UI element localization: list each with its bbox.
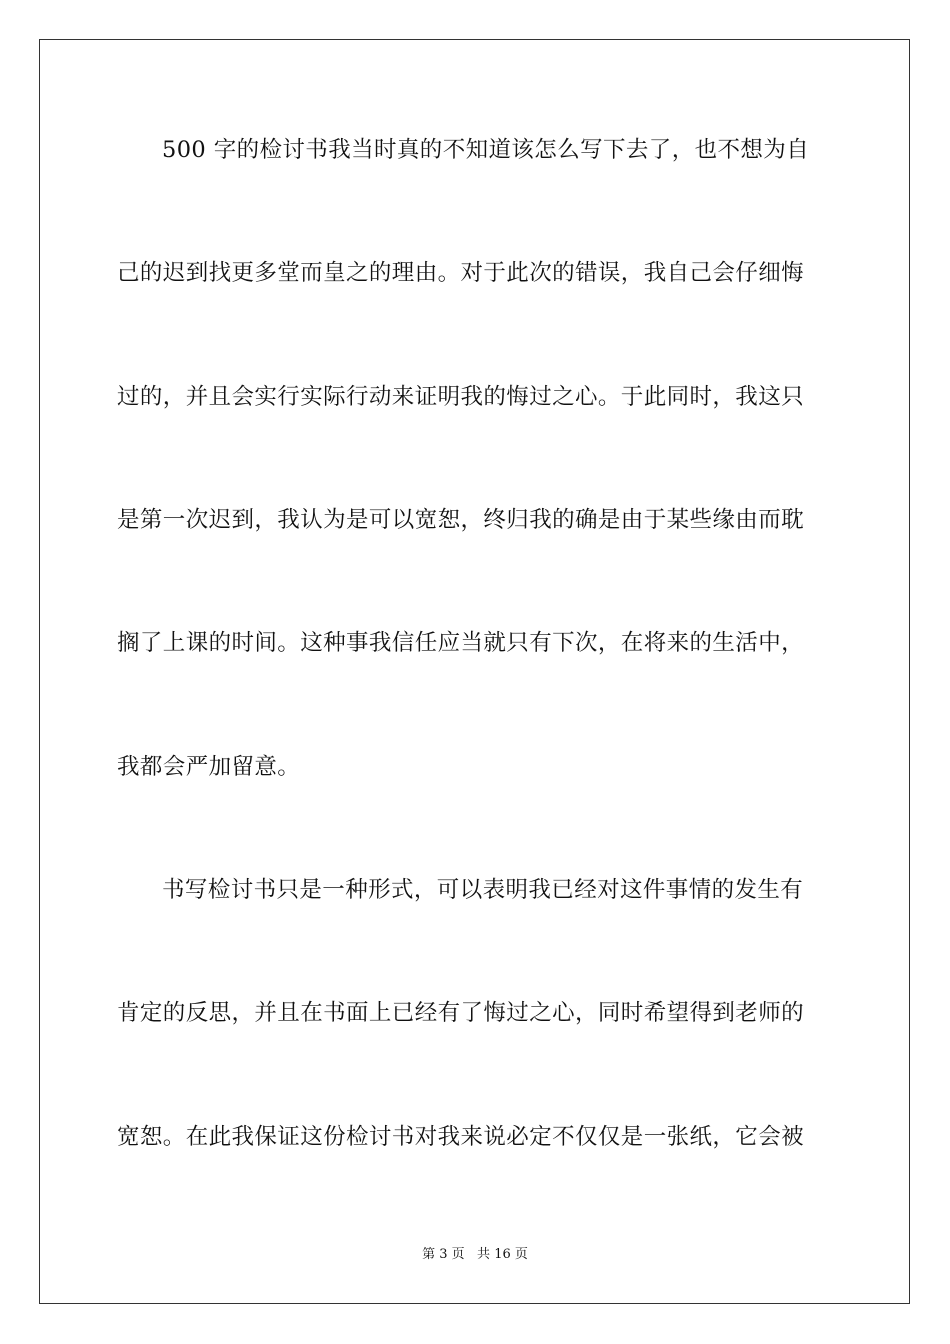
paragraph-1-line-1: 500 字的检讨书我当时真的不知道该怎么写下去了，也不想为自 (162, 137, 810, 163)
paragraph-1-line-3: 过的，并且会实行实际行动来证明我的悔过之心。于此同时，我这只 (117, 384, 805, 410)
paragraph-1-line-4: 是第一次迟到，我认为是可以宽恕，终归我的确是由于某些缘由而耽 (117, 507, 805, 533)
paragraph-1-line-2: 己的迟到找更多堂而皇之的理由。对于此次的错误，我自己会仔细悔 (117, 260, 805, 286)
paragraph-2-line-3: 宽恕。在此我保证这份检讨书对我来说必定不仅仅是一张纸，它会被 (117, 1124, 805, 1150)
paragraph-1-line-6: 我都会严加留意。 (117, 754, 301, 780)
page-number-footer: 第 3 页 共 16 页 (422, 1247, 528, 1262)
paragraph-2-line-2: 肯定的反思，并且在书面上已经有了悔过之心，同时希望得到老师的 (117, 1000, 805, 1026)
paragraph-1-line-5: 搁了上课的时间。这种事我信任应当就只有下次，在将来的生活中， (117, 630, 805, 656)
paragraph-2-line-1: 书写检讨书只是一种形式，可以表明我已经对这件事情的发生有 (162, 877, 804, 903)
page-border (39, 39, 910, 1304)
